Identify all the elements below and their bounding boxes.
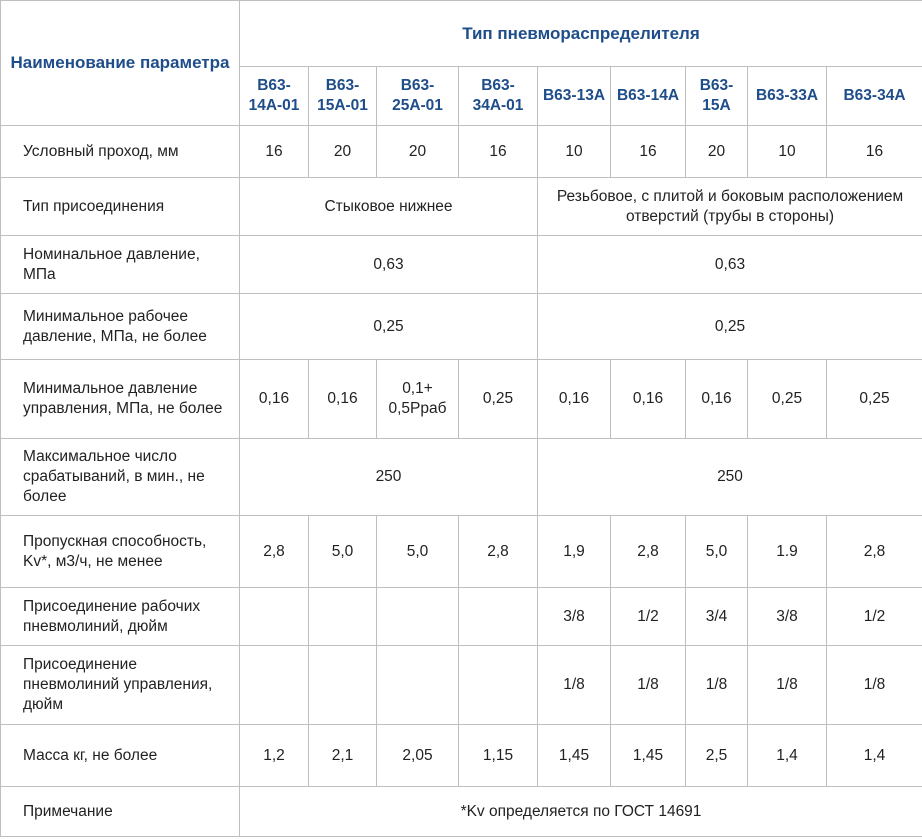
- cell: 0,1+ 0,5Pраб: [377, 360, 459, 439]
- model-header: В63-34А-01: [459, 67, 538, 126]
- cell: 1/8: [686, 646, 748, 725]
- table-row: [1, 588, 922, 646]
- cell: 0,16: [240, 360, 309, 439]
- merged-cell: 250: [240, 439, 538, 516]
- cell: 1,4: [748, 725, 827, 787]
- cell: 20: [377, 126, 459, 178]
- cell: 3/8: [538, 588, 611, 646]
- cell: 2,1: [309, 725, 377, 787]
- cell: 2,8: [459, 516, 538, 588]
- cell: 16: [611, 126, 686, 178]
- row-label: Номинальное давление, МПа: [1, 236, 240, 294]
- header-row-group: [1, 1, 922, 67]
- table-row: [1, 294, 922, 360]
- cell: 1,45: [611, 725, 686, 787]
- merged-cell: 0,25: [240, 294, 538, 360]
- row-label: Условный проход, мм: [1, 126, 240, 178]
- model-header: В63-13А: [538, 67, 611, 126]
- row-label: Тип присоединения: [1, 178, 240, 236]
- cell: [459, 646, 538, 725]
- cell: 5,0: [309, 516, 377, 588]
- note-cell: *Kv определяется по ГОСТ 14691: [240, 787, 922, 837]
- cell: 20: [686, 126, 748, 178]
- cell: 10: [538, 126, 611, 178]
- table-row: [1, 126, 922, 178]
- model-header: В63-34А: [827, 67, 922, 126]
- cell: [377, 646, 459, 725]
- merged-cell: Резьбовое, с плитой и боковым расположением отверстий (трубы в стороны): [538, 178, 922, 236]
- cell: 0,16: [611, 360, 686, 439]
- cell: 0,25: [748, 360, 827, 439]
- cell: 5,0: [686, 516, 748, 588]
- cell: 20: [309, 126, 377, 178]
- row-label: Примечание: [1, 787, 240, 837]
- merged-cell: 250: [538, 439, 922, 516]
- model-header: В63-15А-01: [309, 67, 377, 126]
- row-label: Пропускная способность, Kv*, м3/ч, не менее: [1, 516, 240, 588]
- cell: 1,2: [240, 725, 309, 787]
- table-row: [1, 787, 922, 837]
- model-header: В63-15А: [686, 67, 748, 126]
- cell: 0,25: [459, 360, 538, 439]
- cell: [309, 646, 377, 725]
- cell: 1.9: [748, 516, 827, 588]
- cell: [309, 588, 377, 646]
- cell: 0,16: [309, 360, 377, 439]
- cell: 3/8: [748, 588, 827, 646]
- cell: 1/2: [827, 588, 922, 646]
- cell: 1,4: [827, 725, 922, 787]
- row-label: Минимальное давление управления, МПа, не более: [1, 360, 240, 439]
- param-column-header: Наименование параметра: [1, 1, 240, 126]
- row-label: Масса кг, не более: [1, 725, 240, 787]
- merged-cell: Стыковое нижнее: [240, 178, 538, 236]
- model-header: В63-25А-01: [377, 67, 459, 126]
- cell: [240, 646, 309, 725]
- model-header: В63-14А: [611, 67, 686, 126]
- cell: 16: [827, 126, 922, 178]
- table-row: [1, 725, 922, 787]
- row-label: Присоединение пневмолиний управления, дюйм: [1, 646, 240, 725]
- merged-cell: 0,25: [538, 294, 922, 360]
- cell: 1,45: [538, 725, 611, 787]
- cell: 1,15: [459, 725, 538, 787]
- merged-cell: 0,63: [538, 236, 922, 294]
- cell: 1/8: [611, 646, 686, 725]
- cell: 16: [240, 126, 309, 178]
- model-header: В63-33А: [748, 67, 827, 126]
- row-label: Минимальное рабочее давление, МПа, не более: [1, 294, 240, 360]
- cell: 10: [748, 126, 827, 178]
- table-row: [1, 178, 922, 236]
- cell: 2,8: [240, 516, 309, 588]
- cell: 16: [459, 126, 538, 178]
- table-row: [1, 516, 922, 588]
- cell: 2,05: [377, 725, 459, 787]
- merged-cell: 0,63: [240, 236, 538, 294]
- cell: 0,16: [538, 360, 611, 439]
- cell: 1/8: [748, 646, 827, 725]
- cell: 5,0: [377, 516, 459, 588]
- cell: 3/4: [686, 588, 748, 646]
- table-row: [1, 236, 922, 294]
- cell: [459, 588, 538, 646]
- cell: 1,9: [538, 516, 611, 588]
- table-row: [1, 646, 922, 725]
- cell: 0,25: [827, 360, 922, 439]
- cell: 0,16: [686, 360, 748, 439]
- row-label: Присоединение рабочих пневмолиний, дюйм: [1, 588, 240, 646]
- table-row: [1, 439, 922, 516]
- cell: 2,8: [827, 516, 922, 588]
- cell: 1/2: [611, 588, 686, 646]
- cell: 1/8: [827, 646, 922, 725]
- cell: 2,5: [686, 725, 748, 787]
- cell: 2,8: [611, 516, 686, 588]
- distributor-type-header: Тип пневмораспределителя: [240, 1, 922, 67]
- table-row: [1, 360, 922, 439]
- cell: [240, 588, 309, 646]
- cell: [377, 588, 459, 646]
- model-header: В63-14А-01: [240, 67, 309, 126]
- row-label: Максимальное число срабатываний, в мин., не более: [1, 439, 240, 516]
- cell: 1/8: [538, 646, 611, 725]
